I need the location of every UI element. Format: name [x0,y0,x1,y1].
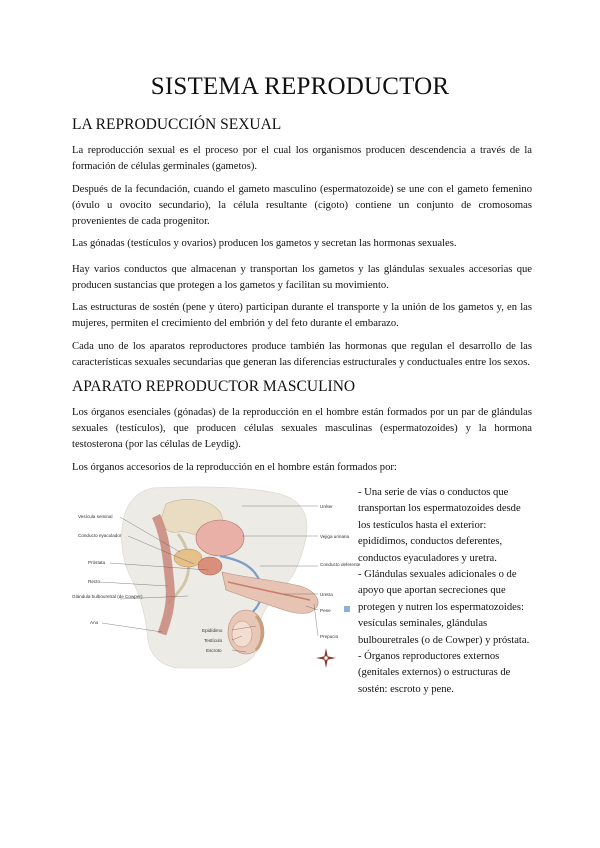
figure-label: Próstata [88,560,106,565]
figure-label: Uréter [320,504,333,509]
paragraph: Las gónadas (testículos y ovarios) producen los gametos y secretan las hormonas sexuales. [72,238,457,249]
bullet-square-icon [344,606,350,612]
figure-label: Conducto eyaculador [78,533,122,538]
accessory-organs-list [358,485,533,698]
page-title: SISTEMA REPRODUCTOR [150,73,450,100]
section-heading-reproduccion: LA REPRODUCCIÓN SEXUAL [72,116,282,133]
list-item: - Una serie de vías o conductos que transportan los espermatozoides desde los testículos hasta el exterior: epidídimos, conductos deferentes, conductos eyaculadores y uretra. [358,487,521,564]
paragraph: Cada uno de los aparatos reproductores produce también las hormonas que regulan el desarrollo de las características sexuales secundarias que generan las diferencias estructurales y conductuales entre los sexos. [72,341,532,368]
paragraph: Después de la fecundación, cuando el gameto masculino (espermatozoide) se une con el gameto femenino (óvulo u ovocito secundario), la célula resultante (cigoto) contiene un conjunto de cromosomas provenientes de cada progenitor. [72,184,532,227]
paragraph: Las estructuras de sostén (pene y útero) participan durante el transporte y la unión de los gametos y, en las mujeres, permiten el crecimiento del embrión y del feto durante el embarazo. [72,302,532,329]
paragraph: La reproducción sexual es el proceso por el cual los organismos producen descendencia a través de la formación de células germinales (gametos). [72,145,532,172]
paragraph: Los órganos esenciales (gónadas) de la reproducción en el hombre están formados por un par de glándulas sexuales (testículos), que producen células sexuales masculinas (espermatozoides) y la hormona testosterona (por las células de Leydig). [72,407,532,450]
figure-label: Recto [88,579,101,584]
figure-label: Testículo [204,638,223,643]
figure-label: Glándula bulbouretral (de Cowper) [72,594,143,599]
figure-label: Ano [90,620,99,625]
figure-label: Prepucio [320,634,339,639]
paragraph: Los órganos accesorios de la reproducción en el hombre están formados por: [72,462,397,473]
section-heading-masculino: APARATO REPRODUCTOR MASCULINO [72,378,356,395]
figure-label: Vesícula seminal [78,514,113,519]
figure-label: Escroto [206,648,222,653]
figure-label: Vejiga urinaria [320,534,350,539]
paragraph: Hay varios conductos que almacenan y transportan los gametos y las glándulas sexuales accesorias que producen sustancias que protegen a los gametos y facilitan su movimiento. [72,264,532,291]
figure-label: Pene [320,608,331,613]
male-reproductive-anatomy-figure [70,486,361,672]
figure-label: Conducto deferente [320,562,361,567]
list-item: - Glándulas sexuales adicionales o de apoyo que aportan secreciones que protegen y nutren los espermatozoides: vesículas seminales, glándulas bulbouretrales (o de Cowper) y próstata. [358,569,530,646]
list-item: - Órganos reproductores externos (genitales externos) o estructuras de sostén: escroto y pene. [358,651,511,695]
figure-label: Epidídimo [202,628,223,633]
figure-label: Uretra [320,592,333,597]
